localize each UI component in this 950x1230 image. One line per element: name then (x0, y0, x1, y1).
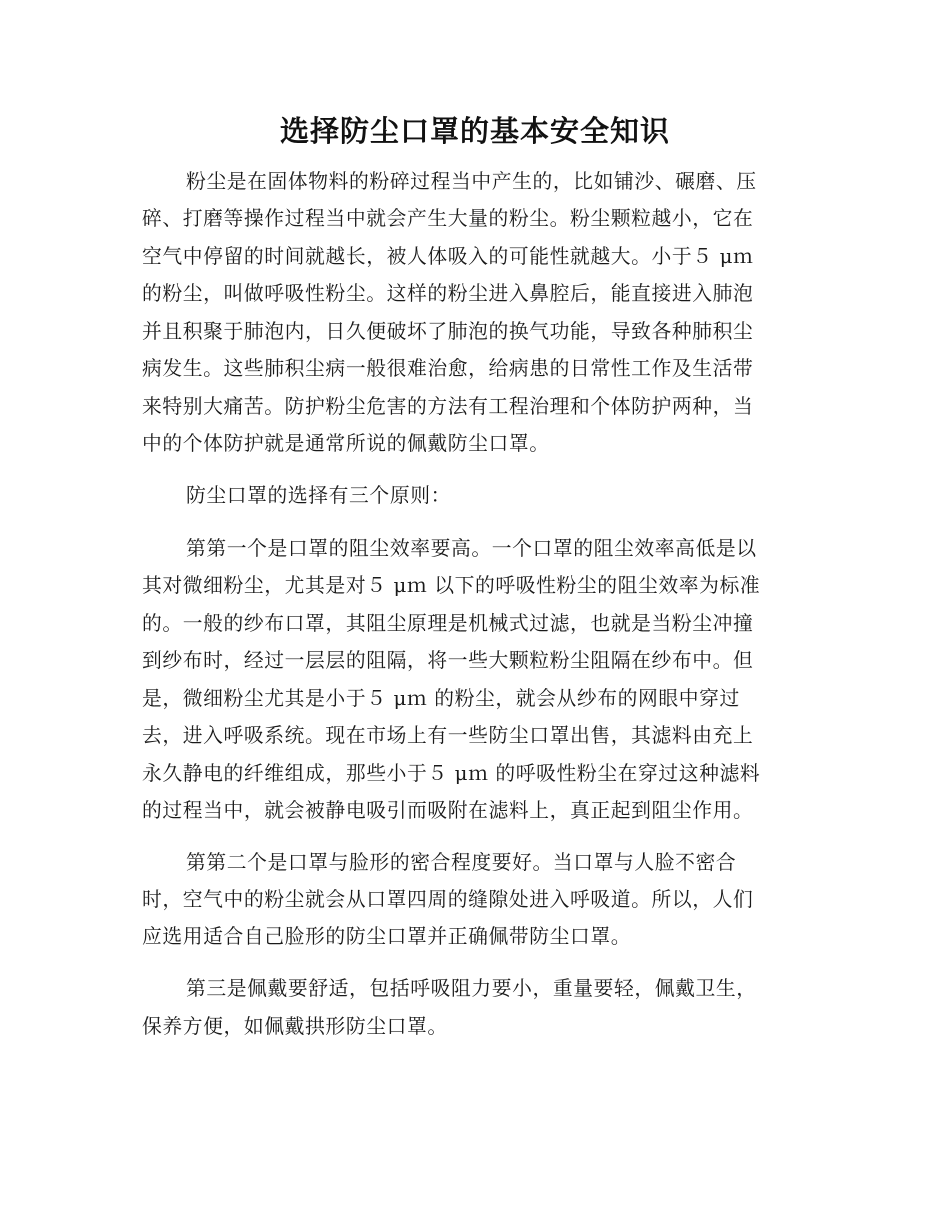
paragraph-1-line: 的粉尘，叫做呼吸性粉尘。这样的粉尘进入鼻腔后，能直接进入肺泡 (142, 282, 754, 305)
paragraph-3-line: 的过程当中，就会被静电吸引而吸附在滤料上，真正起到阻尘作用。 (142, 799, 754, 822)
paragraph-5-line: 保养方便，如佩戴拱形防尘口罩。 (142, 1015, 448, 1038)
paragraph-5-line: 第三是佩戴要舒适，包括呼吸阻力要小，重量要轻，佩戴卫生， (186, 977, 757, 1000)
paragraph-3-line: 永久静电的纤维组成，那些小于５ μｍ 的呼吸性粉尘在穿过这种滤料 (142, 762, 761, 785)
paragraph-3-line: 到纱布时，经过一层层的阻隔，将一些大颗粒粉尘阻隔在纱布中。但 (142, 649, 754, 672)
paragraph-4-line: 应选用适合自己脸形的防尘口罩并正确佩带防尘口罩。 (142, 925, 632, 948)
paragraph-3-line: 去，进入呼吸系统。现在市场上有一些防尘口罩出售，其滤料由充上 (142, 724, 754, 747)
paragraph-1-line: 粉尘是在固体物料的粉碎过程当中产生的，比如铺沙、碾磨、压 (186, 170, 757, 193)
paragraph-1-line: 来特别大痛苦。防护粉尘危害的方法有工程治理和个体防护两种，当 (142, 395, 754, 418)
paragraph-3-line: 是，微细粉尘尤其是小于５ μｍ 的粉尘，就会从纱布的网眼中穿过 (142, 687, 740, 710)
paragraph-1-line: 并且积聚于肺泡内，日久便破坏了肺泡的换气功能，导致各种肺积尘 (142, 320, 754, 343)
paragraph-1-line: 碎、打磨等操作过程当中就会产生大量的粉尘。粉尘颗粒越小，它在 (142, 207, 754, 230)
paragraph-1-line: 中的个体防护就是通常所说的佩戴防尘口罩。 (142, 432, 550, 455)
paragraph-1-line: 病发生。这些肺积尘病一般很难治愈，给病患的日常性工作及生活带 (142, 357, 754, 380)
paragraph-3-line: 其对微细粉尘，尤其是对５ μｍ 以下的呼吸性粉尘的阻尘效率为标准 (142, 574, 761, 597)
paragraph-1-line: 空气中停留的时间就越长，被人体吸入的可能性就越大。小于５ μｍ (142, 245, 754, 268)
paragraph-3-line: 的。一般的纱布口罩，其阻尘原理是机械式过滤，也就是当粉尘冲撞 (142, 612, 754, 635)
paragraph-2-line: 防尘口罩的选择有三个原则： (186, 484, 451, 507)
document-title: 选择防尘口罩的基本安全知识 (279, 114, 670, 148)
paragraph-3-line: 第第一个是口罩的阻尘效率要高。一个口罩的阻尘效率高低是以 (186, 537, 757, 560)
paragraph-4-line: 时，空气中的粉尘就会从口罩四周的缝隙处进入呼吸道。所以，人们 (142, 888, 754, 911)
paragraph-4-line: 第第二个是口罩与脸形的密合程度要好。当口罩与人脸不密合 (186, 851, 737, 874)
